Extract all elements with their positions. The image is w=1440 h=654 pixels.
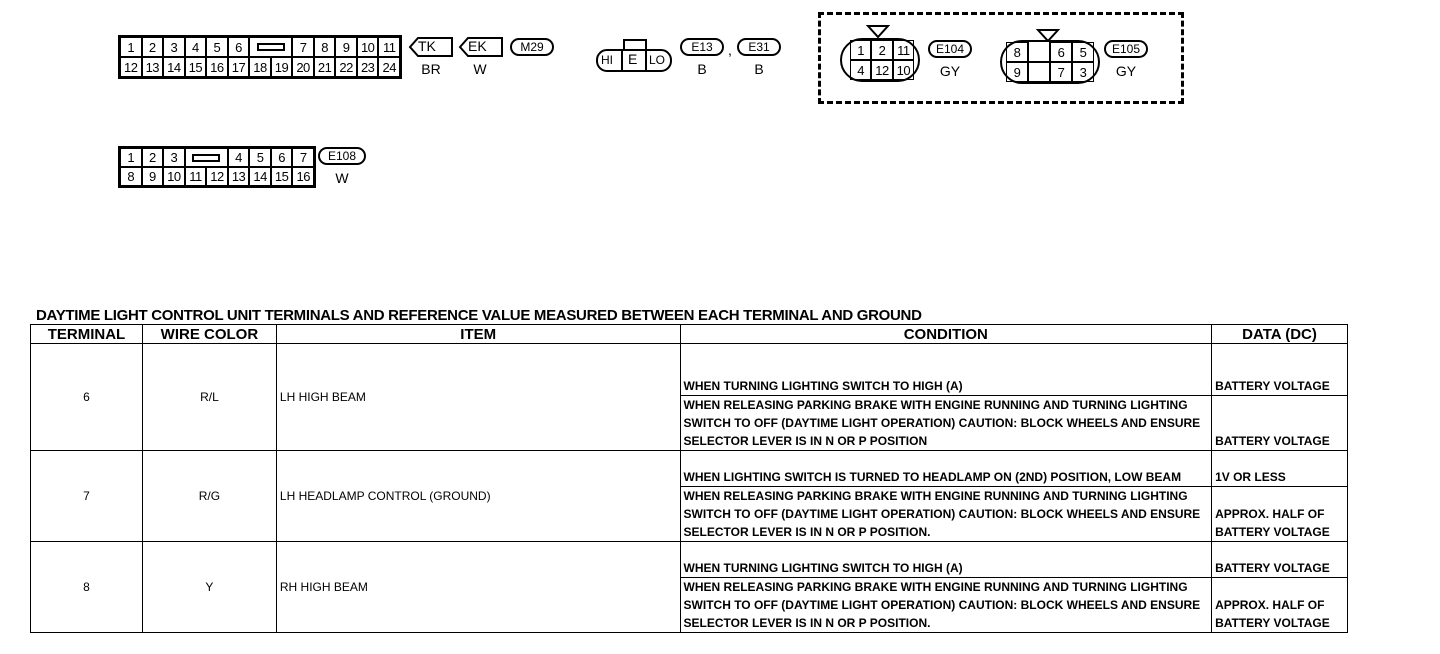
terminal-cell: 6: [31, 344, 143, 451]
connector-pin: 23: [357, 57, 379, 77]
terminal-cell: 7: [31, 451, 143, 542]
data-cell: BATTERY VOLTAGE: [1212, 542, 1348, 578]
connector-pin: 6: [228, 37, 250, 57]
connector-pin: 2: [142, 148, 164, 167]
connector-pin: 15: [185, 57, 207, 77]
tk-wire-color: BR: [421, 61, 441, 77]
e31-wire-color: B: [754, 61, 764, 77]
connector-pin: 11: [378, 37, 400, 57]
connector-pin: 5: [249, 148, 271, 167]
connector-pin: 4: [228, 148, 250, 167]
connector-pin: 3: [1072, 62, 1094, 82]
connector-key-slot: [192, 154, 220, 162]
connector-pin: 8: [1006, 42, 1028, 62]
ek-wire-color: W: [473, 61, 487, 77]
connector-pin: [1028, 62, 1050, 82]
condition-cell: WHEN RELEASING PARKING BRAKE WITH ENGINE RUNNING AND TURNING LIGHTING SWITCH TO OFF (DAYTIME LIGHT OPERATION) CAUTION: BLOCK WHEELS AND ENSURE SELECTOR LEVER IS IN N OR P POSITION.: [680, 487, 1212, 542]
connector-pin: 16: [206, 57, 228, 77]
condition-cell: WHEN TURNING LIGHTING SWITCH TO HIGH (A): [680, 542, 1212, 578]
e105-wire-color: GY: [1115, 63, 1137, 79]
connector-pin: 2: [142, 37, 164, 57]
connector-m29-pins: [118, 35, 402, 79]
connector-pin: 11: [893, 40, 914, 60]
connector-pin: 17: [228, 57, 250, 77]
table-row: [31, 542, 1348, 578]
table-row: [31, 451, 1348, 487]
connector-pin: 4: [185, 37, 207, 57]
connector-pin: 9: [335, 37, 357, 57]
connector-id-e13: E13: [680, 38, 724, 56]
data-cell: APPROX. HALF OF BATTERY VOLTAGE: [1212, 487, 1348, 542]
connector-pin: 14: [249, 167, 271, 186]
connector-pin: 9: [1006, 62, 1028, 82]
connector-id-e108: E108: [318, 147, 366, 165]
connector-pin: 11: [185, 167, 207, 186]
connector-pin: 9: [142, 167, 164, 186]
connector-id-e104: E104: [928, 40, 972, 58]
table-header-row: [31, 325, 1348, 344]
connector-pin: 15: [271, 167, 293, 186]
connector-pin: 7: [292, 148, 314, 167]
e105-pins: [1006, 42, 1094, 82]
connector-pin: 12: [206, 167, 228, 186]
connector-pin: 10: [893, 60, 914, 80]
connector-slot: [185, 148, 228, 167]
terminal-reference-table: [30, 324, 1348, 633]
connector-pin: 12: [871, 60, 892, 80]
e104-wire-color: GY: [939, 63, 961, 79]
connector-pin: 13: [228, 167, 250, 186]
header-data: DATA (DC): [1212, 325, 1348, 344]
connector-pin: 8: [314, 37, 336, 57]
connector-pin: 12: [120, 57, 142, 77]
connector-pin: 2: [871, 40, 892, 60]
connector-pin: 3: [163, 37, 185, 57]
data-cell: BATTERY VOLTAGE: [1212, 344, 1348, 396]
connector-pin: 1: [850, 40, 871, 60]
connector-pin: 1: [120, 148, 142, 167]
table-row: [31, 344, 1348, 396]
pin-hi-label: HI: [601, 53, 613, 67]
wire-color-cell: R/L: [142, 344, 276, 451]
data-cell: 1V OR LESS: [1212, 451, 1348, 487]
connector-pin: 7: [292, 37, 314, 57]
connector-pin: 18: [249, 57, 271, 77]
connector-id-m29: M29: [510, 38, 554, 56]
connector-pin: 8: [120, 167, 142, 186]
item-cell: LH HIGH BEAM: [276, 344, 680, 451]
connector-pin: 3: [163, 148, 185, 167]
connector-slot: [249, 37, 292, 57]
data-cell: BATTERY VOLTAGE: [1212, 396, 1348, 451]
connector-pin: 10: [357, 37, 379, 57]
connector-id-e105: E105: [1104, 40, 1148, 58]
connector-pin: 1: [120, 37, 142, 57]
connector-pin: 7: [1050, 62, 1072, 82]
connector-pin: 6: [271, 148, 293, 167]
connector-pin: 20: [292, 57, 314, 77]
connector-separator: ,: [728, 42, 732, 58]
condition-cell: WHEN RELEASING PARKING BRAKE WITH ENGINE RUNNING AND TURNING LIGHTING SWITCH TO OFF (DAYTIME LIGHT OPERATION) CAUTION: BLOCK WHEELS AND ENSURE SELECTOR LEVER IS IN N OR P POSITION: [680, 396, 1212, 451]
wire-color-cell: Y: [142, 542, 276, 633]
tk-tag-label: TK: [418, 38, 436, 54]
connector-pin: 4: [850, 60, 871, 80]
connector-pin: 13: [142, 57, 164, 77]
pin-e-label: E: [628, 51, 638, 67]
connector-pin: 6: [1050, 42, 1072, 62]
connector-pin: 24: [378, 57, 400, 77]
connector-e108-pins: [118, 146, 316, 188]
ek-tag-label: EK: [468, 38, 487, 54]
terminal-cell: 8: [31, 542, 143, 633]
e104-pins: [850, 40, 914, 80]
connector-pin: 22: [335, 57, 357, 77]
connector-pin: 10: [163, 167, 185, 186]
connector-pin: 19: [271, 57, 293, 77]
condition-cell: WHEN LIGHTING SWITCH IS TURNED TO HEADLAMP ON (2ND) POSITION, LOW BEAM: [680, 451, 1212, 487]
table-title: DAYTIME LIGHT CONTROL UNIT TERMINALS AND REFERENCE VALUE MEASURED BETWEEN EACH TERMINAL AND GROUND: [36, 307, 922, 324]
item-cell: RH HIGH BEAM: [276, 542, 680, 633]
connector-pin: 14: [163, 57, 185, 77]
header-wire-color: WIRE COLOR: [142, 325, 276, 344]
connector-pin: 16: [292, 167, 314, 186]
connector-pin: 5: [206, 37, 228, 57]
header-terminal: TERMINAL: [31, 325, 143, 344]
connector-pin: 5: [1072, 42, 1094, 62]
connector-key-slot: [257, 43, 285, 51]
pin-lo-label: LO: [649, 53, 666, 67]
connector-pin: 21: [314, 57, 336, 77]
connector-pin: [1028, 42, 1050, 62]
e108-wire-color: W: [335, 170, 349, 186]
e13-wire-color: B: [697, 61, 707, 77]
condition-cell: WHEN RELEASING PARKING BRAKE WITH ENGINE RUNNING AND TURNING LIGHTING SWITCH TO OFF (DAYTIME LIGHT OPERATION) CAUTION: BLOCK WHEELS AND ENSURE SELECTOR LEVER IS IN N OR P POSITION.: [680, 578, 1212, 633]
connector-id-e31: E31: [737, 38, 781, 56]
item-cell: LH HEADLAMP CONTROL (GROUND): [276, 451, 680, 542]
condition-cell: WHEN TURNING LIGHTING SWITCH TO HIGH (A): [680, 344, 1212, 396]
header-item: ITEM: [276, 325, 680, 344]
data-cell: APPROX. HALF OF BATTERY VOLTAGE: [1212, 578, 1348, 633]
wire-color-cell: R/G: [142, 451, 276, 542]
e104-lock-icon: [866, 24, 890, 38]
header-condition: CONDITION: [680, 325, 1212, 344]
